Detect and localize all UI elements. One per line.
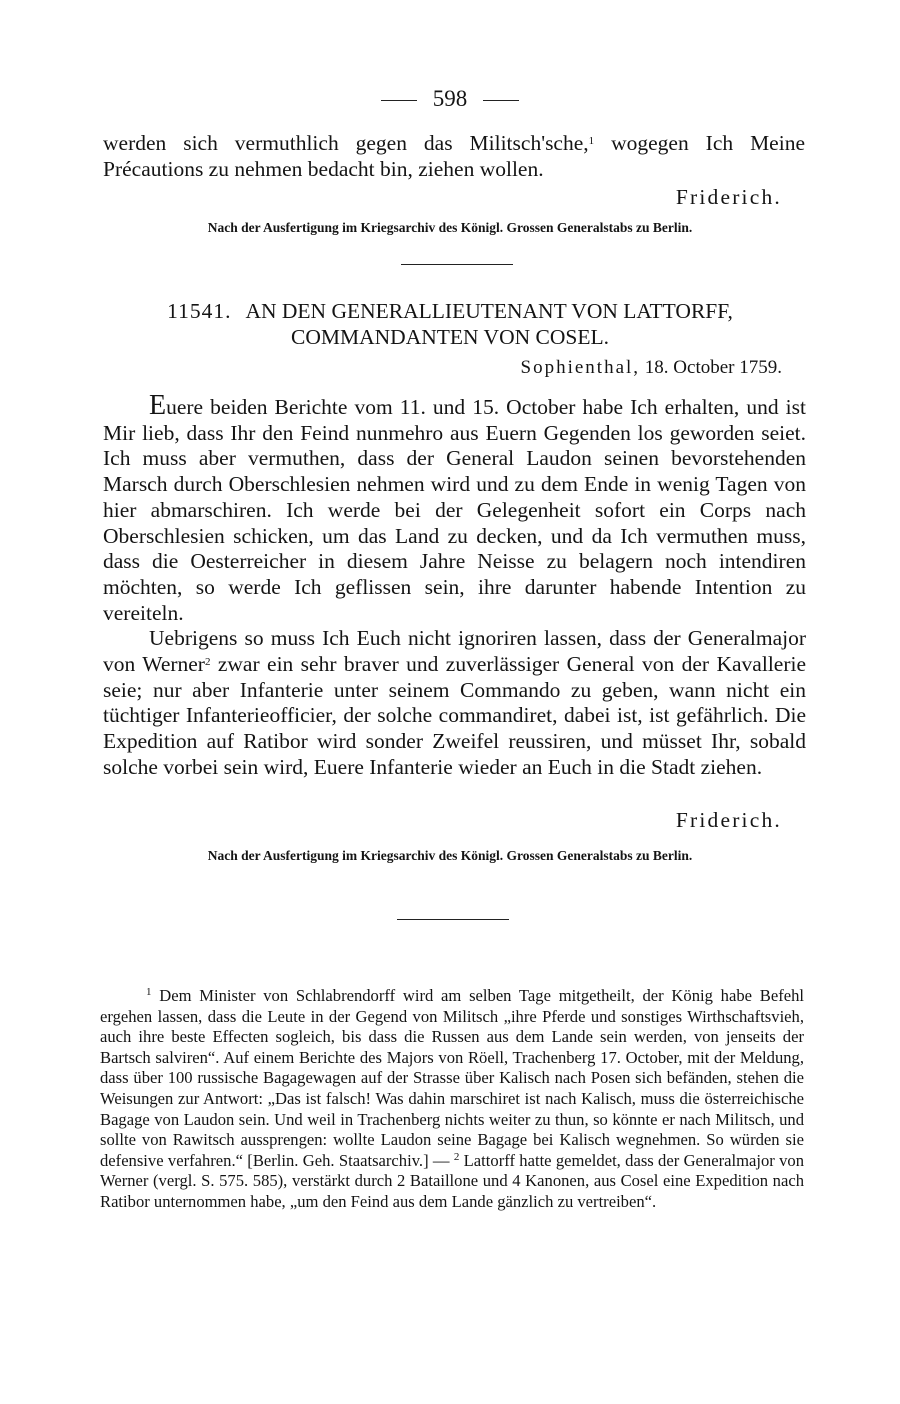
source-note-2: Nach der Ausfertigung im Kriegsarchiv des Königl. Grossen Generalstabs zu Berlin. [207,848,693,863]
letter-date: 18. October 1759. [644,357,782,378]
footnote-ref-1[interactable]: 1 [588,135,595,147]
footnote-2-text: Lattorff hatte gemeldet, dass der Generalmajor von Werner (vergl. S. 575. 585), verstärkt durch 2 Bataillone und 4 Kanonen, aus Cosel eine Expedition nach Ratibor unternommen habe, „um den Feind aus dem Lande gänzlich zu vertreiben“. [100,1150,805,1211]
footnote-marker-2: 2 [453,1150,460,1163]
signature-2: Friderich. [675,808,782,832]
section-divider-2 [397,919,509,920]
footnote-1-text: Dem Minister von Schlabrendorff wird am selben Tage mitgetheilt, der König habe Befehl ergehen lassen, dass die Leute in der Gegend von Militsch „ihre Pferde und sonstiges Wirthschaftsvieh, auch ihre beste Effecten sogleich, bis dass die Russen aus dem Lande sein werden, von jenseits der Bartsch salviren“. Auf einem Berichte des Majors von Röell, Trachenberg 17. October, mit der Meldung, dass über 100 russische Bagagewagen auf der Strasse über Kalisch nach Posen sich befänden, stehen die Weisungen zur Antwort: „Das ist falsch! Was dahin marschiret ist nach Kalisch, muss die österreichische Bagage von Laudon sein. Und weil in Trachenberg nichts weiter zu thun, so könnte er nach Militsch, und sollte von Rawitsch aussprengen: wollte Laudon seine Bagage bei Kalisch wegnehmen. So würden sie defensive verfahren.“ [Berlin. Geh. Staatsarchiv.] — [100,986,804,1170]
signature-1: Friderich. [675,185,782,209]
letter-body [103,390,807,781]
page-number-value: 598 [432,86,468,111]
footnote-marker-1: 1 [146,986,152,998]
letter-heading [0,298,900,350]
section-divider-1 [401,264,513,265]
footnotes [100,986,804,1213]
page-number [0,86,900,112]
place-and-date [521,357,782,379]
letter-heading-line-1: 11541. AN DEN GENERALLIEUTENANT VON LATTORFF, [167,299,733,323]
page-number-dash-right [483,100,519,101]
letter-paragraph-1: Euere beiden Berichte vom 11. und 15. October habe Ich erhalten, und ist Mir lieb, dass Ihr den Feind nunmehro aus Euern Gegenden los geworden seiet. Ich muss aber vermuthen, dass der General Laudon seinen bevorstehenden Marsch durch Oberschlesien nehmen wird und zu dem Ende in wenig Tagen von hier abmarschiren. Ich werde bei der Gelegenheit sofort ein Corps nach Oberschlesien schicken, um das Land zu decken, und da Ich vermuthen muss, dass die Oesterreicher in diesem Jahre Neisse zu belagern noch intendiren möchten, so werde Ich geflissen sein, ihre darunter habende Intention zu vereiteln. [103,390,806,625]
letter-place: Sophienthal, [520,357,641,378]
initial-letter: E [149,390,167,421]
letter-number: 11541. [167,299,232,323]
continued-paragraph: werden sich vermuthlich gegen das Militsch'sche,$^1$ wogegen Ich Meine Précautions zu nehmen bedacht bin, ziehen wollen. [103,131,805,181]
footnote-block [100,986,804,1213]
letter-paragraph-2: Uebrigens so muss Ich Euch nicht ignoriren lassen, dass der Generalmajor von Werner$^2$ zwar ein sehr braver und zuverlässiger General von der Kavallerie seie; nur aber Infanterie unter seinem Commando zu geben, wann nicht ein tüchtiger Infanterieofficier, der solche commandiret, dabei ist, ist gefährlich. Die Expedition auf Ratibor wird sonder Zweifel reussiren, und müsset Ihr, sobald solche vorbei sein wird, Euere Infanterie wieder an Euch in die Stadt ziehen. [103,626,807,779]
page-number-dash-left [381,100,417,101]
source-note-1: Nach der Ausfertigung im Kriegsarchiv des Königl. Grossen Generalstabs zu Berlin. [207,220,693,235]
footnote-ref-2[interactable]: 2 [204,656,211,669]
letter-heading-line-2: COMMANDANTEN VON COSEL. [291,325,609,349]
